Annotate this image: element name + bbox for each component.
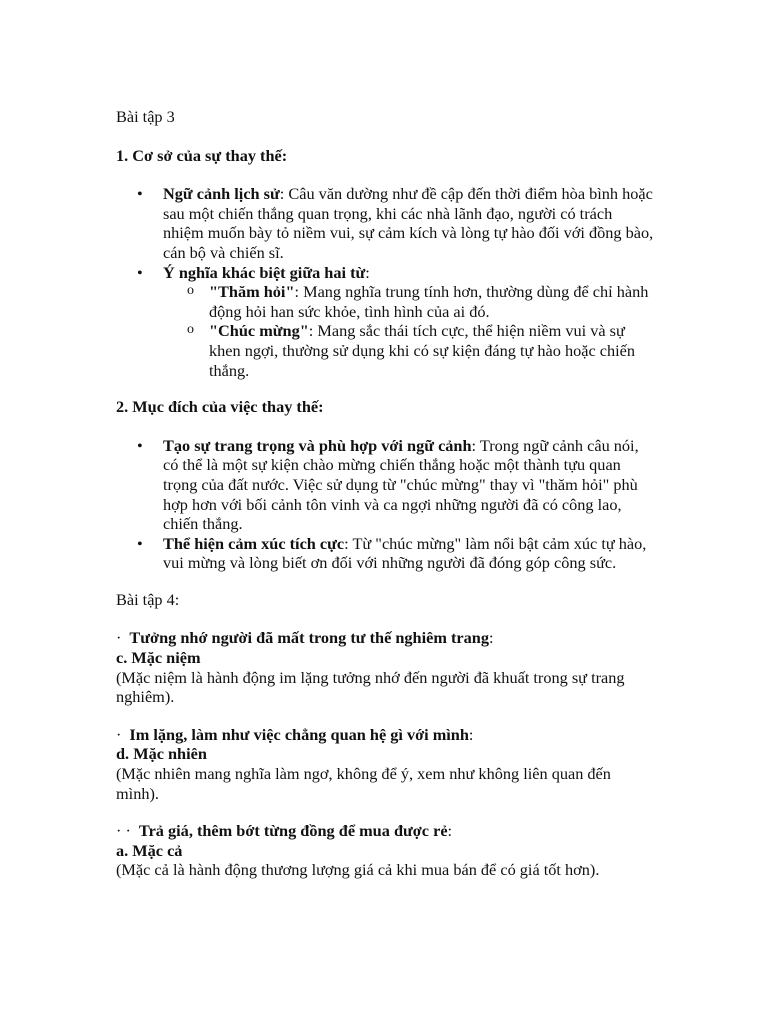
item-prompt-line	[116, 725, 656, 745]
item-explanation: (Mặc nhiên mang nghĩa làm ngơ, không để ý, xem như không liên quan đến mình).	[116, 764, 611, 803]
section2-list	[116, 436, 656, 573]
exercise3-title: Bài tập 3	[116, 107, 175, 126]
sub-text: : Mang sắc thái tích cực, thể hiện niềm vui và sự khen ngợi, thường sử dụng khi có sự kiện đáng tự hào hoặc chiến thắng.	[209, 321, 636, 380]
bullet-icon: •	[137, 533, 143, 553]
item-label: Ý nghĩa khác biệt giữa hai từ	[163, 262, 366, 282]
item-label: Ngữ cảnh lịch sử	[163, 184, 280, 204]
section1-heading: 1. Cơ sở của sự thay thế:	[116, 145, 288, 165]
circle-bullet-icon: o	[187, 283, 194, 299]
exercise4-item	[116, 725, 656, 803]
item-text: : Từ "chúc mừng" làm nổi bật cảm xúc tự hào, vui mừng và lòng biết ơn đối với những người đã đóng góp công sức.	[163, 533, 647, 573]
item-label: Tạo sự trang trọng và phù hợp với ngữ cảnh	[163, 435, 472, 455]
item-explanation: (Mặc niệm là hành động im lặng tưởng nhớ đến người đã khuất trong sự trang nghiêm).	[116, 667, 625, 707]
sub-text: : Mang nghĩa trung tính hơn, thường dùng để chỉ hành động hỏi han sức khỏe, tình hình của ai đó.	[209, 282, 649, 321]
item-prompt-line	[116, 821, 656, 841]
document-page	[116, 107, 656, 898]
item-label: Thể hiện cảm xúc tích cực	[163, 533, 345, 553]
sublist-item	[163, 321, 656, 380]
item-answer: a. Mặc cả	[116, 840, 183, 860]
sublist	[163, 282, 656, 380]
item-colon: :	[447, 821, 453, 841]
sublist-item	[163, 282, 656, 321]
sub-label: "Thăm hỏi"	[209, 282, 295, 302]
list-item	[116, 263, 656, 381]
item-prompt: Trả giá, thêm bớt từng đồng để mua được rẻ	[138, 821, 448, 841]
exercise4-item	[116, 628, 656, 706]
sub-label: "Chúc mừng"	[209, 321, 309, 341]
item-answer: d. Mặc nhiên	[116, 744, 207, 764]
item-text: : Trong ngữ cảnh câu nói, có thể là một sự kiện chào mừng chiến thắng hoặc một thành tựu quan trọng của đất nước. Việc sử dụng từ "chúc mừng" thay vì "thăm hỏi" phù hợp hơn với bối cảnh tôn vinh và ca ngợi những người đã có công lao, chiến thắng.	[163, 435, 639, 534]
item-prompt: Tưởng nhớ người đã mất trong tư thế nghiêm trang	[129, 628, 489, 648]
bullet-icon: •	[137, 435, 143, 455]
list-item	[116, 184, 656, 262]
item-prompt: Im lặng, làm như việc chẳng quan hệ gì với mình	[129, 724, 469, 744]
exercise4-title: Bài tập 4:	[116, 589, 180, 609]
circle-bullet-icon: o	[187, 322, 194, 338]
item-explanation: (Mặc cả là hành động thương lượng giá cả khi mua bán để có giá tốt hơn).	[116, 860, 600, 880]
dot-marker-icon: ·	[116, 724, 122, 744]
section1-list	[116, 184, 656, 380]
list-item	[116, 436, 656, 534]
bullet-icon: •	[137, 184, 143, 204]
dot-marker-icon: · ·	[116, 821, 131, 841]
dot-marker-icon: ·	[116, 628, 122, 648]
section2-heading: 2. Mục đích của việc thay thế:	[116, 397, 324, 417]
list-item	[116, 534, 656, 573]
item-colon: :	[488, 628, 494, 648]
item-colon: :	[468, 724, 474, 744]
item-answer: c. Mặc niệm	[116, 648, 201, 668]
item-prompt-line	[116, 628, 656, 648]
item-text: : Câu văn dường như đề cập đến thời điểm hòa bình hoặc sau một chiến thắng quan trọng, khi các nhà lãnh đạo, người có trách nhiệm muốn bày tỏ niềm vui, sự cảm kích và lòng tự hào đối với đồng bào, cán bộ và chiến sĩ.	[163, 184, 654, 262]
bullet-icon: •	[137, 262, 143, 282]
item-text: :	[365, 262, 370, 282]
exercise4-item	[116, 821, 656, 880]
